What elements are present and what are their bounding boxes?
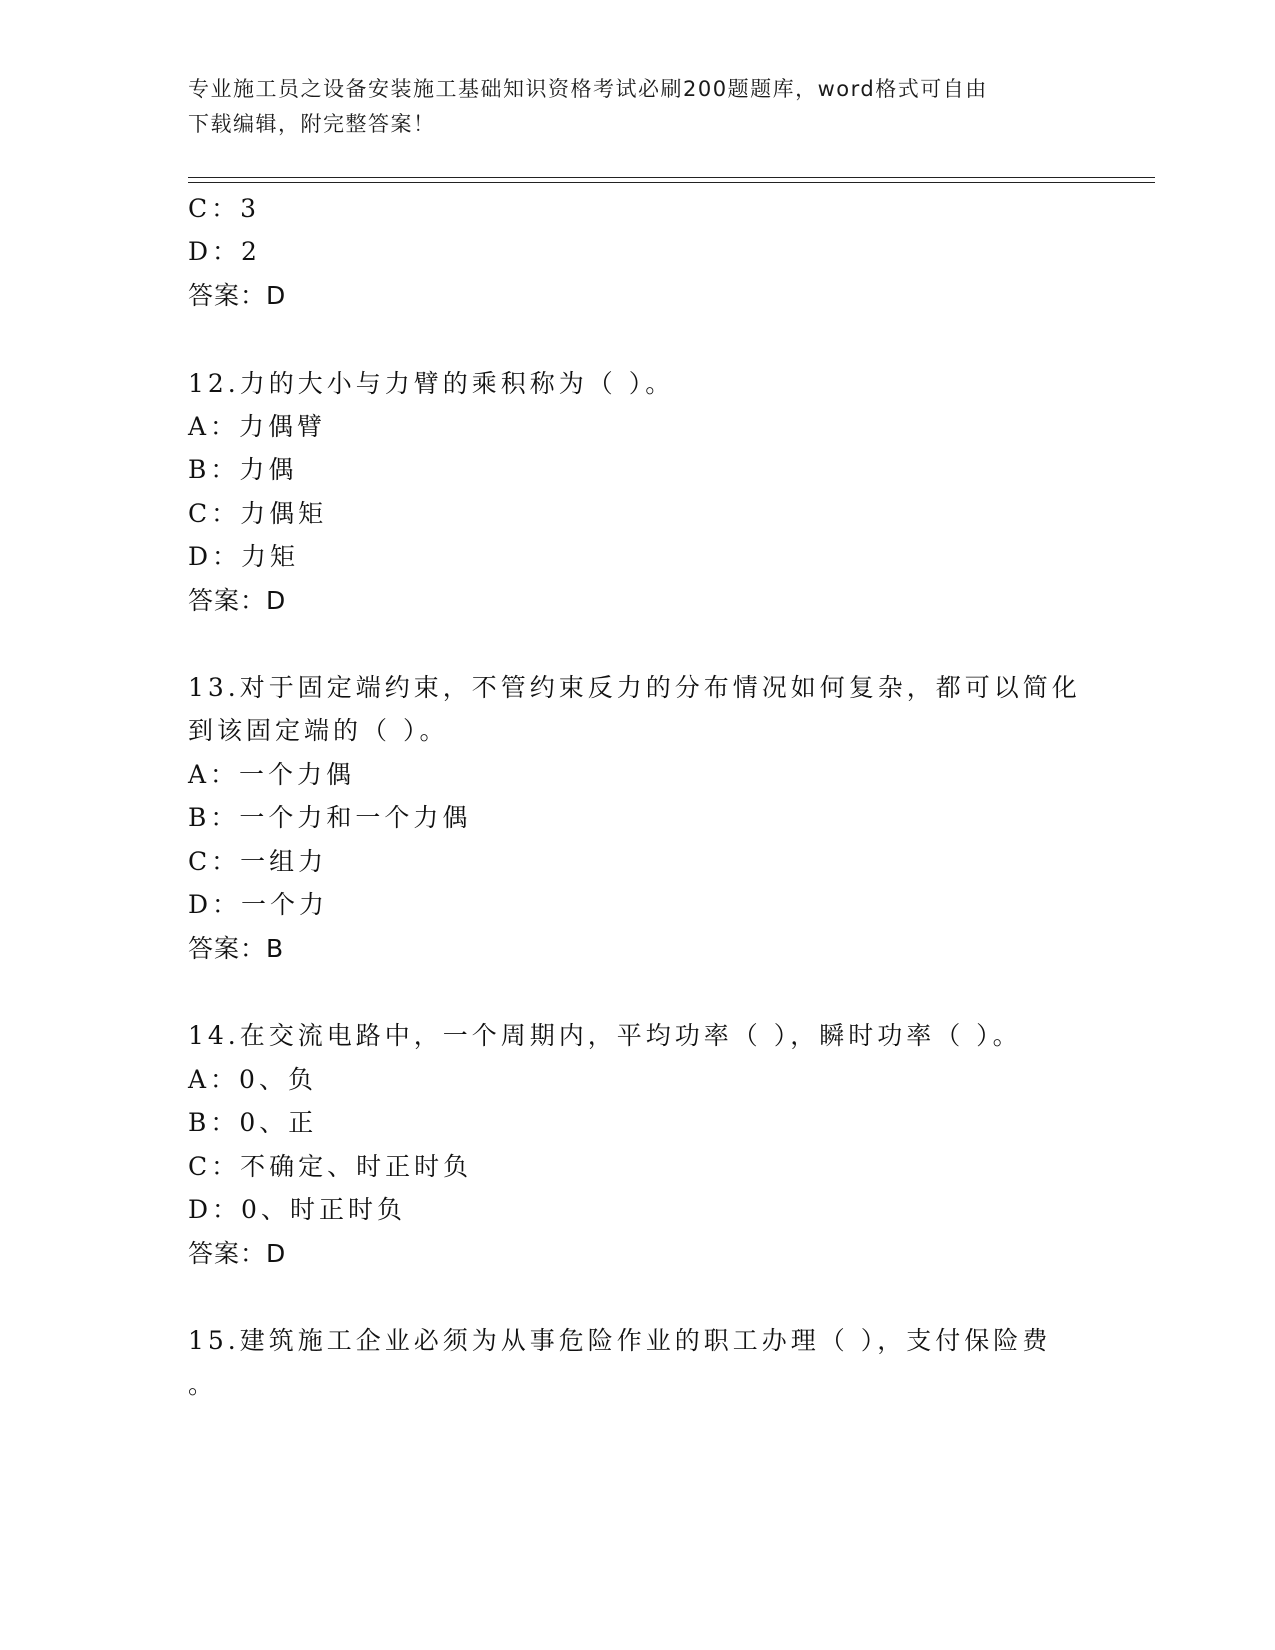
q13-option-d: D：一个力 (188, 890, 329, 919)
q12-answer: 答案：D (188, 586, 287, 615)
q14-option-d: D：0、时正时负 (188, 1195, 406, 1224)
q14-option-a: A：0、负 (188, 1065, 317, 1094)
q14-question: 14.在交流电路中，一个周期内，平均功率（ ），瞬时功率（ ）。 (188, 1021, 1022, 1050)
header-line-2: 下载编辑，附完整答案！ (188, 112, 436, 136)
q11-answer: 答案：D (188, 281, 287, 310)
q11-option-c: C：3 (188, 194, 261, 223)
q13-question-line-2: 到该固定端的（ ）。 (188, 716, 449, 745)
q15-question-line-1: 15.建筑施工企业必须为从事危险作业的职工办理（ ），支付保险费 (188, 1326, 1052, 1355)
header-divider-top (188, 177, 1155, 178)
q13-option-b: B：一个力和一个力偶 (188, 803, 472, 832)
q14-answer: 答案：D (188, 1239, 287, 1268)
q12-option-c: C：力偶矩 (188, 499, 328, 528)
header-divider-bottom (188, 182, 1155, 183)
q13-option-c: C：一组力 (188, 847, 328, 876)
q13-answer: 答案：B (188, 934, 285, 963)
q13-question-line-1: 13.对于固定端约束，不管约束反力的分布情况如何复杂，都可以简化 (188, 673, 1081, 702)
q12-option-a: A：力偶臂 (188, 412, 327, 441)
q13-option-a: A：一个力偶 (188, 760, 356, 789)
q12-option-d: D：力矩 (188, 542, 300, 571)
header-line-1: 专业施工员之设备安装施工基础知识资格考试必刷200题题库，word格式可自由 (188, 77, 988, 101)
q14-option-c: C：不确定、时正时负 (188, 1152, 473, 1181)
q12-question: 12.力的大小与力臂的乘积称为（ ）。 (188, 369, 675, 398)
q15-question-line-2: 。 (188, 1370, 218, 1399)
q14-option-b: B：0、正 (188, 1108, 318, 1137)
document-header (188, 72, 1068, 142)
q12-option-b: B：力偶 (188, 455, 298, 484)
q11-option-d: D：2 (188, 237, 261, 266)
